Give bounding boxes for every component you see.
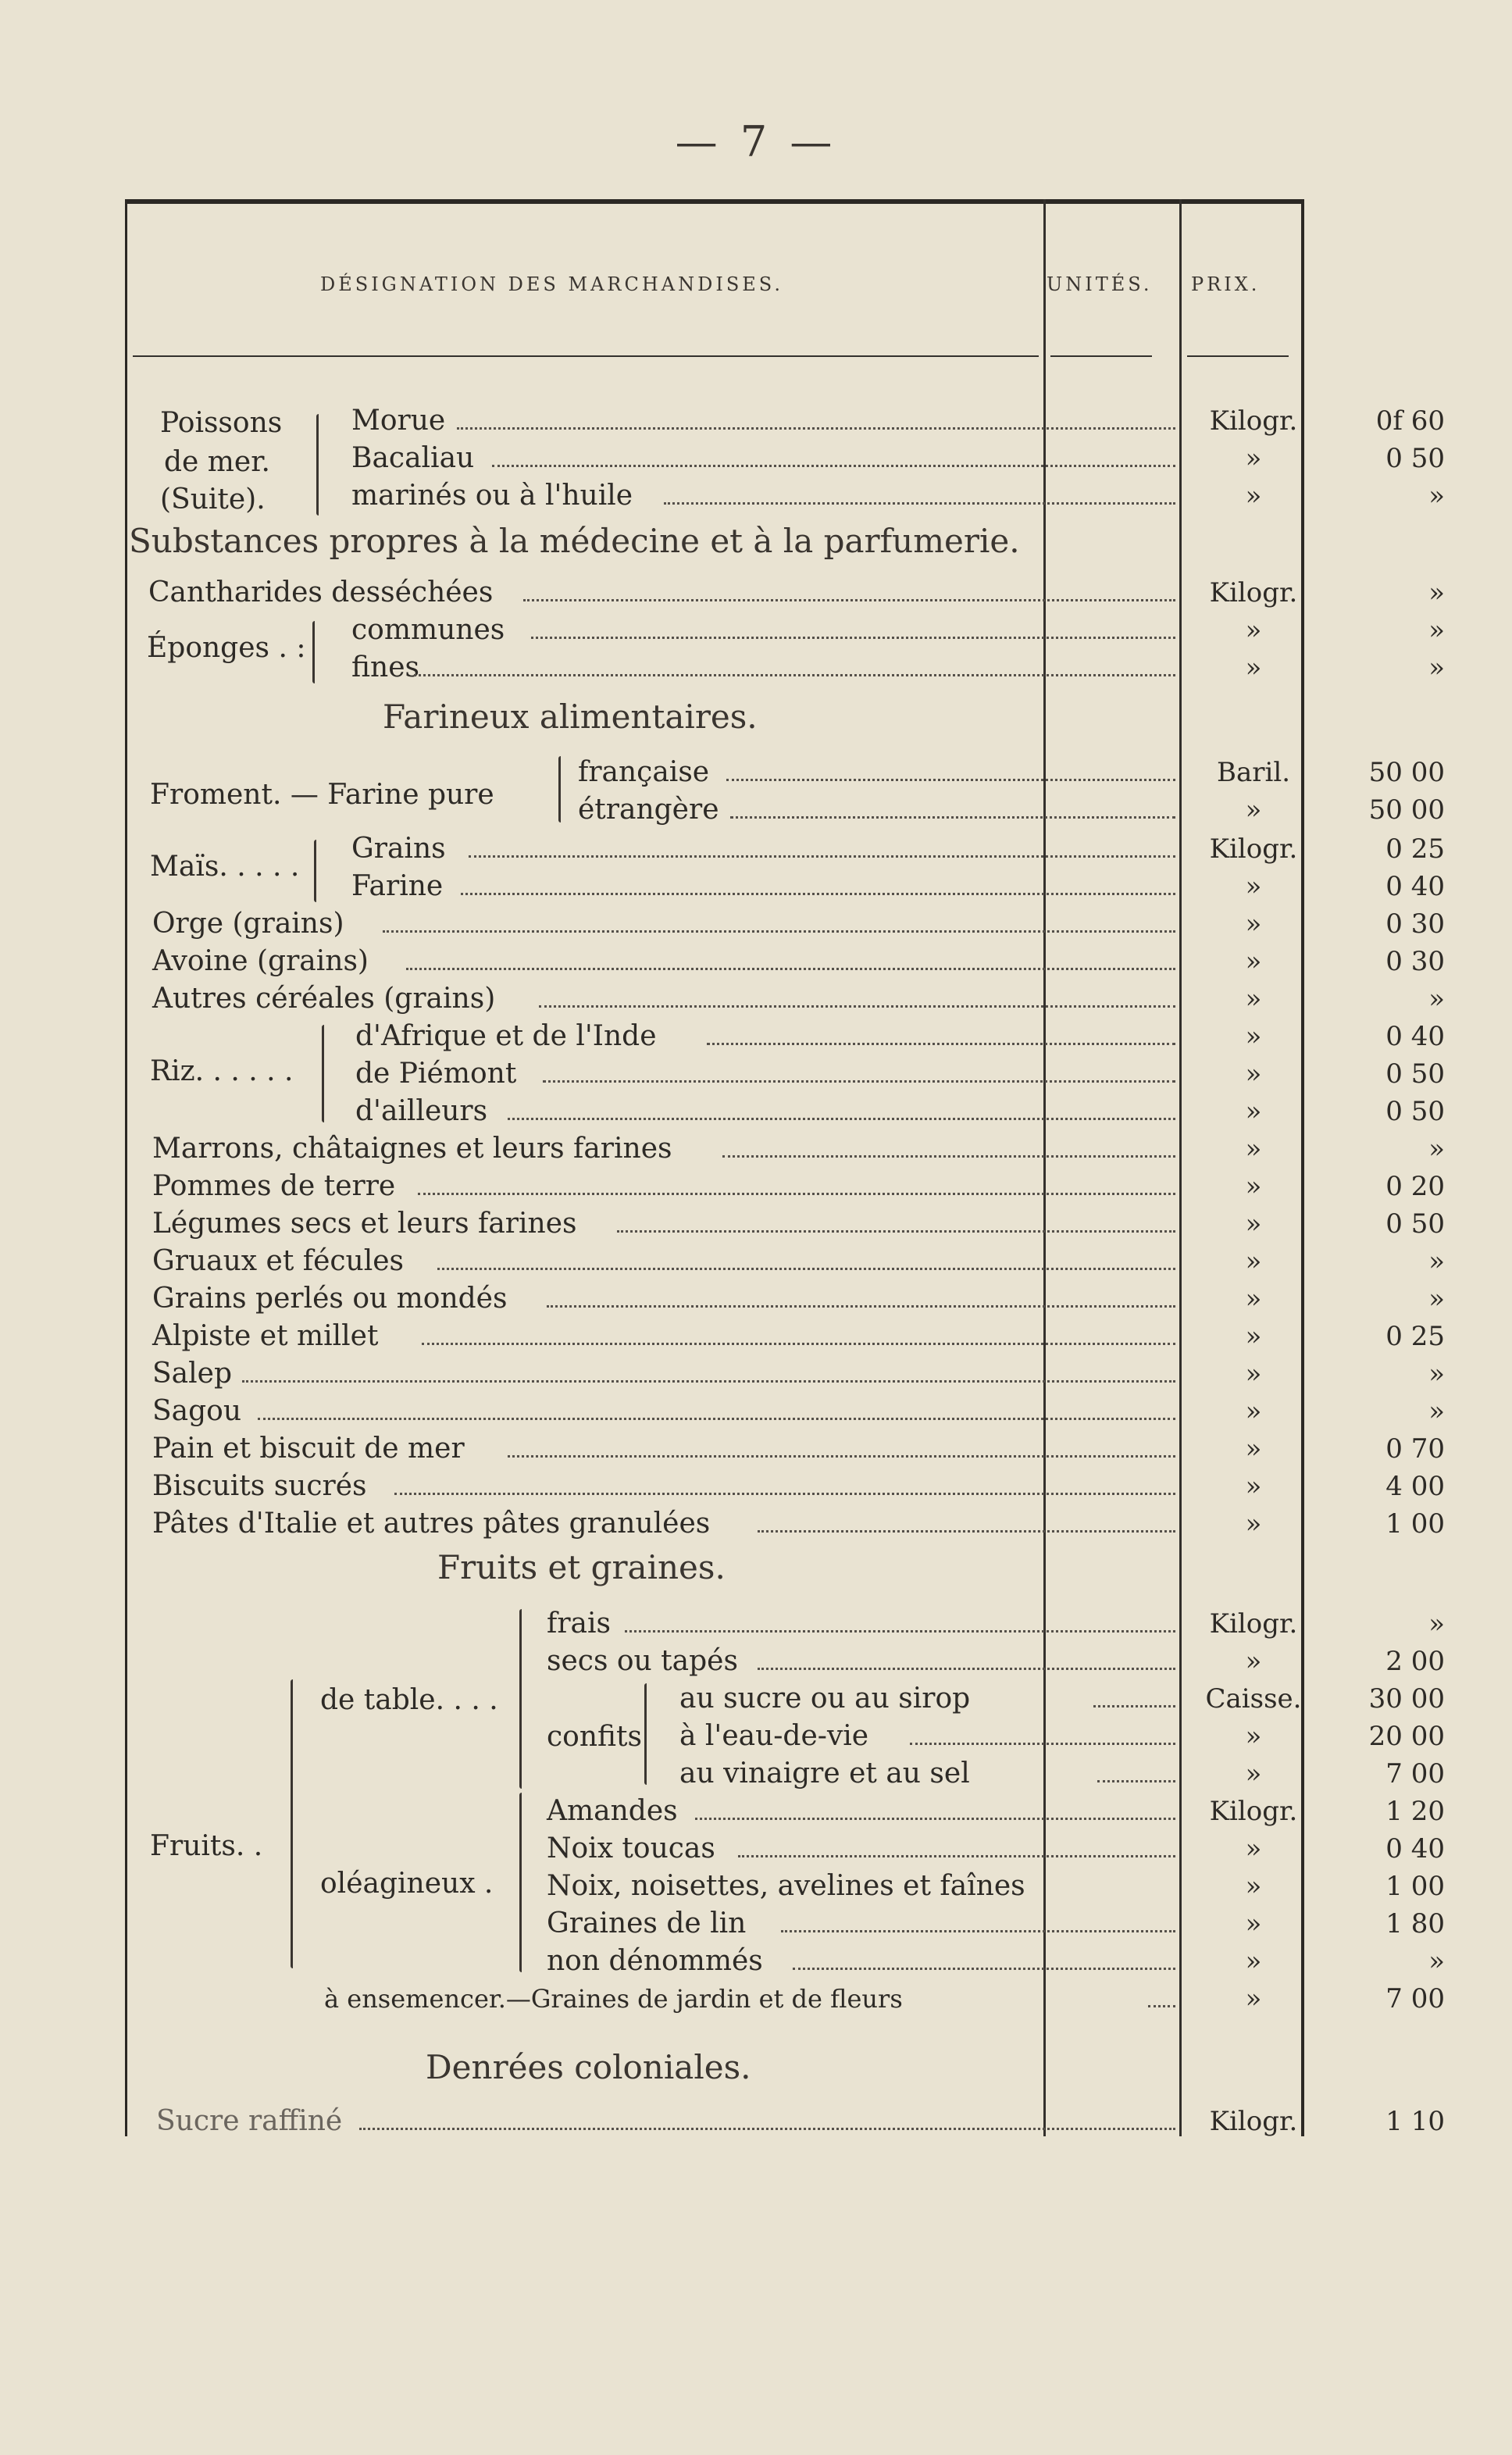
leader-dots [758,1496,1175,1533]
row-unit: » [1245,1096,1262,1127]
table-row [148,1830,1445,1868]
row-unit: » [1245,1171,1262,1202]
row-price: 0 70 [1385,1433,1445,1465]
row-price: 0f 60 [1375,405,1445,437]
section-title: Denrées coloniales. [426,2048,751,2086]
row-unit: » [1245,1508,1262,1540]
table-row [148,477,1445,515]
row-label: Amandes [547,1795,678,1827]
row-unit: » [1245,1646,1262,1677]
group-label-poissons: Poissons [160,407,283,439]
leader-dots [492,430,1175,467]
leader-dots [722,1121,1175,1158]
row-label: Pâtes d'Italie et autres pâtes granulées [152,1508,711,1540]
row-label: Noix, noisettes, avelines et faînes [547,1870,1025,1902]
leader-dots [543,1046,1175,1083]
row-label: française [578,756,710,788]
row-label: Noix toucas [547,1832,715,1864]
row-label: d'ailleurs [355,1095,488,1127]
leader-dots [695,1783,1175,1820]
row-label: fines [351,651,419,683]
leader-dots [422,1308,1175,1345]
row-unit: » [1245,1946,1262,1977]
row-price: » [1428,652,1445,683]
row-unit: » [1245,1321,1262,1352]
row-price: 7 00 [1385,1758,1445,1790]
row-unit: Kilogr. [1209,2106,1298,2137]
row-label: Grains perlés ou mondés [152,1283,508,1315]
row-label: Cantharides desséchées [148,576,494,608]
leader-dots [730,782,1175,819]
leader-dots [508,1083,1175,1120]
leader-dots [531,602,1175,639]
row-price: 2 00 [1385,1646,1445,1677]
row-price: 0 30 [1385,946,1445,977]
row-price: » [1428,1246,1445,1277]
row-price: » [1428,1608,1445,1640]
group-label-poissons: (Suite). [160,484,266,516]
row-price: » [1428,480,1445,512]
group-label-froment: Froment. — Farine pure [150,779,494,811]
leader-dots [547,1271,1175,1308]
group-label-poissons: de mer. [164,446,270,478]
row-unit: » [1245,871,1262,902]
row-price: 0 50 [1385,443,1445,474]
row-label: non dénommés [547,1945,763,1977]
row-label: étrangère [578,794,719,826]
group-label-de-table: de table. . . . [320,1684,498,1716]
row-label: Farine [351,870,444,902]
leader-dots [258,1383,1175,1420]
row-price: 0 50 [1385,1096,1445,1127]
row-price: 4 00 [1385,1471,1445,1502]
leader-dots [726,744,1175,781]
row-label: Morue [351,405,446,437]
row-label: Sagou [152,1395,242,1427]
row-unit: Caisse. [1205,1683,1302,1715]
leader-dots [664,468,1175,505]
row-label: de Piémont [355,1058,517,1090]
row-unit: » [1245,1871,1262,1902]
row-unit: » [1245,480,1262,512]
row-unit: » [1245,1021,1262,1052]
row-unit: » [1245,1396,1262,1427]
leader-dots [508,1421,1175,1458]
row-price: » [1428,1283,1445,1315]
row-label: Pommes de terre [152,1170,396,1202]
leader-dots [617,1196,1175,1233]
row-price: 1 10 [1385,2106,1445,2137]
row-unit: » [1245,615,1262,646]
row-price: 0 25 [1385,833,1445,865]
row-label: Autres céréales (grains) [152,983,496,1015]
leader-dots [469,821,1175,858]
leader-dots [414,640,1175,676]
row-label: Pain et biscuit de mer [152,1433,465,1465]
row-price: 1 80 [1385,1908,1445,1939]
leader-dots [418,1158,1175,1195]
table-row [148,2103,1445,2140]
row-unit: » [1245,908,1262,940]
row-label: Sucre raffiné [156,2105,343,2137]
row-unit: » [1245,1433,1262,1465]
header-designation: DÉSIGNATION DES MARCHANDISES. [320,273,783,295]
row-unit: Baril. [1216,757,1291,788]
group-label-fruits: Fruits. . [150,1830,263,1862]
leader-dots [707,1008,1175,1045]
leader-dots [793,1933,1175,1970]
row-price: 0 20 [1385,1171,1445,1202]
row-price: 0 25 [1385,1321,1445,1352]
row-unit: » [1245,443,1262,474]
row-label: au vinaigre et au sel [679,1757,970,1790]
row-price: 50 00 [1368,757,1445,788]
section-title: Fruits et graines. [437,1548,726,1586]
section-title: Substances propres à la médecine et à la parfumerie. [129,522,1020,560]
row-unit: » [1245,1721,1262,1752]
row-unit: » [1245,1758,1262,1790]
leader-dots [910,1708,1175,1745]
row-price: 0 30 [1385,908,1445,940]
header-rule [1187,355,1289,357]
leader-dots [461,858,1175,895]
leader-dots [1097,1746,1175,1782]
leader-dots [359,2093,1175,2130]
row-price: 0 50 [1385,1058,1445,1090]
row-label: marinés ou à l'huile [351,480,633,512]
table-row [148,1980,1445,2018]
row-unit: » [1245,1833,1262,1864]
row-unit: Kilogr. [1209,405,1298,437]
row-price: 20 00 [1368,1721,1445,1752]
row-unit: » [1245,1471,1262,1502]
row-label: Marrons, châtaignes et leurs farines [152,1133,672,1165]
row-unit: » [1245,1208,1262,1240]
leader-dots [738,1821,1175,1857]
row-unit: » [1245,1058,1262,1090]
row-label: au sucre ou au sirop [679,1682,971,1715]
row-price: 0 40 [1385,1833,1445,1864]
row-unit: Kilogr. [1209,577,1298,608]
row-label: Avoine (grains) [152,945,369,977]
group-label-eponges: Éponges . : [147,632,306,664]
row-price: 1 00 [1385,1508,1445,1540]
row-label: Alpiste et millet [152,1320,379,1352]
row-label: Gruaux et fécules [152,1245,405,1277]
header-unites: UNITÉS. [1047,273,1153,295]
row-unit: » [1245,652,1262,683]
row-label: secs ou tapés [547,1645,738,1677]
row-price: 30 00 [1368,1683,1445,1715]
row-label: communes [351,614,505,646]
row-label: Orge (grains) [152,908,344,940]
header-rule [133,355,1039,357]
group-label-mais: Maïs. . . . . [150,851,300,883]
row-unit: » [1245,1908,1262,1939]
group-label-oleagineux: oléagineux . [320,1868,494,1900]
row-price: 50 00 [1368,794,1445,826]
leader-dots [1148,1971,1175,2007]
row-unit: Kilogr. [1209,1796,1298,1827]
page-number: — 7 — [675,117,837,166]
row-price: » [1428,1946,1445,1977]
row-price: » [1428,983,1445,1015]
row-label: Grains [351,833,446,865]
table-row [148,1943,1445,1980]
leader-dots [539,971,1175,1008]
row-price: » [1428,1358,1445,1390]
table-row [148,1505,1445,1543]
row-label: Bacaliau [351,442,475,474]
row-unit: » [1245,983,1262,1015]
leader-dots [1093,1671,1175,1707]
leader-dots [457,393,1175,430]
row-label: Biscuits sucrés [152,1470,367,1502]
row-label: frais [547,1608,611,1640]
row-price: » [1428,615,1445,646]
row-price: 0 40 [1385,1021,1445,1052]
row-price: 1 00 [1385,1871,1445,1902]
row-label: Légumes secs et leurs farines [152,1208,577,1240]
row-label: Salep [152,1358,232,1390]
leader-dots [523,565,1175,601]
row-price: » [1428,1133,1445,1165]
header-rule [1050,355,1152,357]
row-label: à l'eau-de-vie [679,1720,869,1752]
row-unit: » [1245,946,1262,977]
leader-dots [242,1346,1175,1383]
row-label: d'Afrique et de l'Inde [355,1020,657,1052]
row-price: » [1428,1396,1445,1427]
row-label: à ensemencer.—Graines de jardin et de fleurs [324,1984,903,2014]
leader-dots [383,896,1175,933]
leader-dots [781,1896,1175,1932]
row-unit: » [1245,1983,1262,2014]
row-unit: Kilogr. [1209,833,1298,865]
leader-dots [437,1233,1175,1270]
leader-dots [625,1596,1175,1633]
row-price: 7 00 [1385,1983,1445,2014]
row-price: » [1428,577,1445,608]
row-price: 1 20 [1385,1796,1445,1827]
row-unit: » [1245,794,1262,826]
header-prix: PRIX. [1191,273,1261,295]
row-price: 0 40 [1385,871,1445,902]
leader-dots [758,1633,1175,1670]
section-title: Farineux alimentaires. [383,698,758,736]
group-label-confits: confits [547,1721,642,1753]
leader-dots [394,1458,1175,1495]
row-unit: » [1245,1133,1262,1165]
group-label-riz: Riz. . . . . . [150,1055,294,1087]
row-label: Graines de lin [547,1907,747,1939]
row-price: 0 50 [1385,1208,1445,1240]
leader-dots [406,933,1175,970]
row-unit: Kilogr. [1209,1608,1298,1640]
table-row [148,649,1445,687]
row-unit: » [1245,1246,1262,1277]
row-unit: » [1245,1358,1262,1390]
row-unit: » [1245,1283,1262,1315]
